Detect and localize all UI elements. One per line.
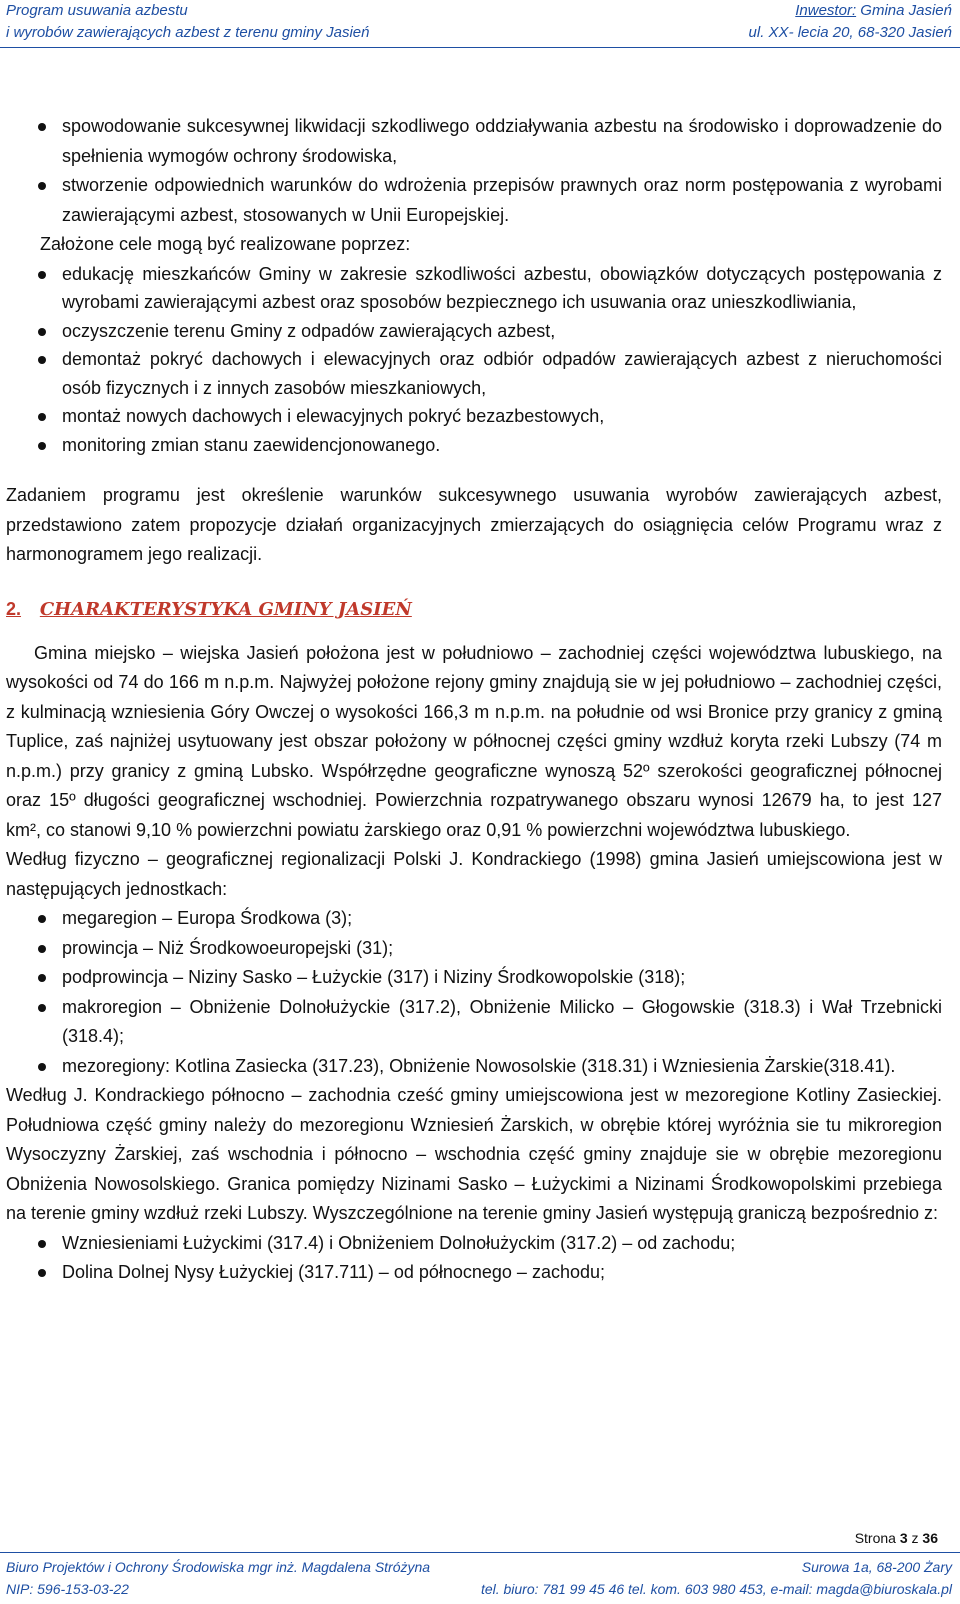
footer-company: Biuro Projektów i Ochrony Środowiska mgr inż. Magdalena Stróżyna [6, 1559, 431, 1575]
investor-address: ul. XX- lecia 20, 68-320 Jasień [748, 24, 952, 41]
list-item: mezoregiony: Kotlina Zasiecka (317.23), Obniżenie Nowosolskie (318.31) i Wzniesienia Żarskie(318.41). [6, 1052, 942, 1082]
footer-contact: tel. biuro: 781 99 45 46 tel. kom. 603 980 453, e-mail: magda@biuroskala.pl [480, 1581, 952, 1597]
section-title: CHARAKTERYSTYKA GMINY JASIEŃ [39, 598, 412, 620]
list-item: demontaż pokryć dachowych i elewacyjnych oraz odbiór odpadów zawierających azbest z nieruchomości osób fizycznych i z innych zasobów mieszkaniowych, [6, 345, 942, 402]
footer-divider [0, 1552, 960, 1553]
goals-list [6, 112, 942, 230]
page-content [6, 112, 942, 1288]
list-item: spowodowanie sukcesywnej likwidacji szkodliwego oddziaływania azbestu na środowisko i doprowadzenie do spełnienia wymogów ochrony środowiska, [6, 112, 942, 171]
page-number [855, 1530, 938, 1546]
description-paragraph: Gmina miejsko – wiejska Jasień położona jest w południowo – zachodniej części województwa lubuskiego, na wysokości od 74 do 166 m n.p.m. Najwyżej położone rejony gminy znajdują sie w jej południowo – zachodniej części, z kulminacją wzniesienia Góry Owczej o wysokości 166,3 m n.p.m. na południe od wsi Bronice przy granicy z gminą Tuplice, zaś najniżej usytuowany jest obszar położony w północnej części gminy wzdłuż koryta rzeki Lubszy (74 m n.p.m.) przy granicy z gminą Lubsko. Współrzędne geograficzne wynoszą 52º szerokości geograficznej północnej oraz 15º długości geograficznej wschodniej. Powierzchnia rozpatrywanego obszaru wynosi 12679 ha, to jest 127 km², co stanowi 9,10 % powierzchni powiatu żarskiego oraz 0,91 % powierzchni województwa lubuskiego. [6, 642, 942, 840]
investor-label: Inwestor: [795, 2, 857, 19]
list-item: montaż nowych dachowych i elewacyjnych pokryć bezazbestowych, [6, 402, 942, 431]
footer-left [6, 1556, 430, 1600]
investor-name: Gmina Jasień [860, 2, 952, 19]
list-item: megaregion – Europa Środkowa (3); [6, 904, 942, 934]
borders-list [6, 1229, 942, 1288]
means-intro: Założone cele mogą być realizowane poprzez: [40, 234, 411, 254]
list-item: oczyszczenie terenu Gminy z odpadów zawierających azbest, [6, 317, 942, 346]
section-number: 2. [6, 598, 22, 619]
header-left [6, 0, 370, 44]
page-current: 3 [899, 1530, 908, 1546]
header-right [749, 0, 952, 44]
header-program-title: Program usuwania azbestu [6, 2, 188, 19]
kondracki-paragraph: Według J. Kondrackiego północno – zachodnia cześć gminy umiejscowiona jest w mezoregione Kotliny Zasieckiej. Południowa część gminy należy do mezoregionu Wzniesień Żarskich, w obrębie której wyróżnia sie tu mikroregion Wysoczyzny Żarskiej, zaś wschodnia i północno – wschodnia część gminy znajduje sie w obrębie mezoregionu Obniżenia Nowosolskiego. Granica pomiędzy Nizinami Sasko – Łużyckimi a Nizinami Środkowopolskimi przebiega na terenie gminy wzdłuż rzeki Lubszy. Wyszczególnione na terenie gminy Jasień występują graniczą bezpośrednio z: [6, 1085, 942, 1223]
means-list [6, 260, 942, 460]
page-total: 36 [922, 1530, 938, 1546]
section-heading [6, 594, 942, 625]
header-divider [0, 47, 960, 48]
regions-list [6, 904, 942, 1081]
footer-nip: NIP: 596-153-03-22 [6, 1581, 129, 1597]
page-separator: z [911, 1530, 919, 1546]
footer-address: Surowa 1a, 68-200 Żary [801, 1559, 952, 1575]
footer-right [481, 1556, 952, 1600]
list-item: makroregion – Obniżenie Dolnołużyckie (317.2), Obniżenie Milicko – Głogowskie (318.3) i Wał Trzebnicki (318.4); [6, 993, 942, 1052]
task-paragraph: Zadaniem programu jest określenie warunków sukcesywnego usuwania wyrobów zawierających azbest, przedstawiono zatem propozycje działań organizacyjnych zmierzających do osiągnięcia celów Programu wraz z harmonogramem jego realizacji. [6, 485, 942, 564]
list-item: prowincja – Niż Środkowoeuropejski (31); [6, 934, 942, 964]
list-item: edukację mieszkańców Gminy w zakresie szkodliwości azbestu, obowiązków dotyczących postępowania z wyrobami zawierającymi azbest oraz sposobów bezpiecznego ich usuwania oraz unieszkodliwiania, [6, 260, 942, 317]
list-item: monitoring zmian stanu zaewidencjonowanego. [6, 431, 942, 460]
region-intro: Według fizyczno – geograficznej regionalizacji Polski J. Kondrackiego (1998) gmina Jasień umiejscowiona jest w następujących jednostkach: [6, 849, 942, 899]
list-item: podprowincja – Niziny Sasko – Łużyckie (317) i Niziny Środkowopolskie (318); [6, 963, 942, 993]
list-item: Wzniesieniami Łużyckimi (317.4) i Obniżeniem Dolnołużyckim (317.2) – od zachodu; [6, 1229, 942, 1259]
page-prefix: Strona [854, 1530, 896, 1546]
list-item: stworzenie odpowiednich warunków do wdrożenia przepisów prawnych oraz norm postępowania z wyrobami zawierającymi azbest, stosowanych w Unii Europejskiej. [6, 171, 942, 230]
list-item: Dolina Dolnej Nysy Łużyckiej (317.711) – od północnego – zachodu; [6, 1258, 942, 1288]
header-program-subtitle: i wyrobów zawierających azbest z terenu gminy Jasień [6, 24, 370, 41]
